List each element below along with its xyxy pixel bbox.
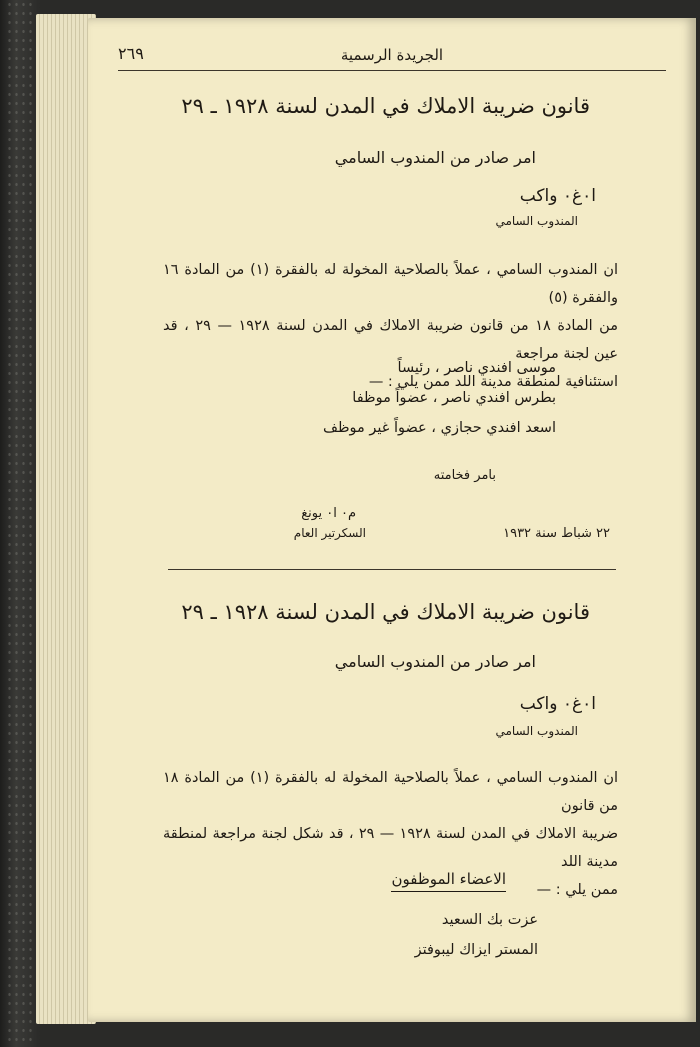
section-1-member: بطرس افندي ناصر ، عضواً موظفا — [352, 390, 556, 406]
section-1-body-line: ان المندوب السامي ، عملاً بالصلاحية المخولة له بالفقرة (١) من المادة ١٦ والفقرة (٥) — [163, 262, 618, 306]
section-1-title: قانون ضريبة الاملاك في المدن لسنة ١٩٢٨ ـ ٢٩ — [181, 94, 590, 118]
section-2-member: عزت بك السعيد — [441, 912, 538, 928]
members-heading — [391, 870, 506, 888]
section-2-body-line: ممن يلي : — — [536, 882, 618, 898]
section-2-body-line: ضريبة الاملاك في المدن لسنة ١٩٢٨ — ٢٩ ، قد شكل لجنة مراجعة لمنطقة مدينة اللد — [163, 826, 619, 870]
page-edges — [36, 14, 96, 1024]
secretary-name: م٠ ا٠ يونغ — [301, 506, 356, 521]
by-order-line: بامر فخامته — [433, 468, 496, 483]
document-page — [88, 18, 696, 1022]
section-1-signature-code: ا٠غ٠ واكب — [519, 186, 596, 206]
section-1-body-line: استئنافية لمنطقة مدينة اللد ممن يلي : — — [368, 374, 618, 390]
section-1-subtitle: امر صادر من المندوب السامي — [334, 148, 536, 167]
section-2-body-line: ان المندوب السامي ، عملاً بالصلاحية المخولة له بالفقرة (١) من المادة ١٨ من قانون — [163, 770, 618, 814]
section-2-signature-code: ا٠غ٠ واكب — [519, 694, 596, 714]
section-2-subtitle: امر صادر من المندوب السامي — [334, 652, 536, 671]
journal-name: الجريدة الرسمية — [340, 46, 444, 64]
section-1-member: موسى افندي ناصر ، رئيساً — [397, 360, 556, 376]
secretary-title: السكرتير العام — [293, 526, 366, 540]
section-1-date: ٢٢ شباط سنة ١٩٣٢ — [503, 526, 610, 541]
members-heading-text: الاعضاء الموظفون — [391, 870, 506, 892]
section-1-body-line: من المادة ١٨ من قانون ضريبة الاملاك في المدن لسنة ١٩٢٨ — ٢٩ ، قد عين لجنة مراجعة — [163, 318, 618, 362]
section-1-signature-title: المندوب السامي — [495, 214, 578, 228]
section-1-member: اسعد افندي حجازي ، عضواً غير موظف — [322, 420, 556, 436]
section-divider — [168, 569, 616, 570]
section-2-title: قانون ضريبة الاملاك في المدن لسنة ١٩٢٨ ـ ٢٩ — [181, 600, 590, 624]
page-number: ٢٦٩ — [118, 44, 144, 63]
running-header — [118, 42, 666, 71]
page-content — [88, 18, 696, 1022]
section-2-signature-title: المندوب السامي — [495, 724, 578, 738]
section-2-member: المستر ايزاك ليبوفتز — [414, 942, 538, 958]
binding-texture — [6, 0, 32, 1047]
